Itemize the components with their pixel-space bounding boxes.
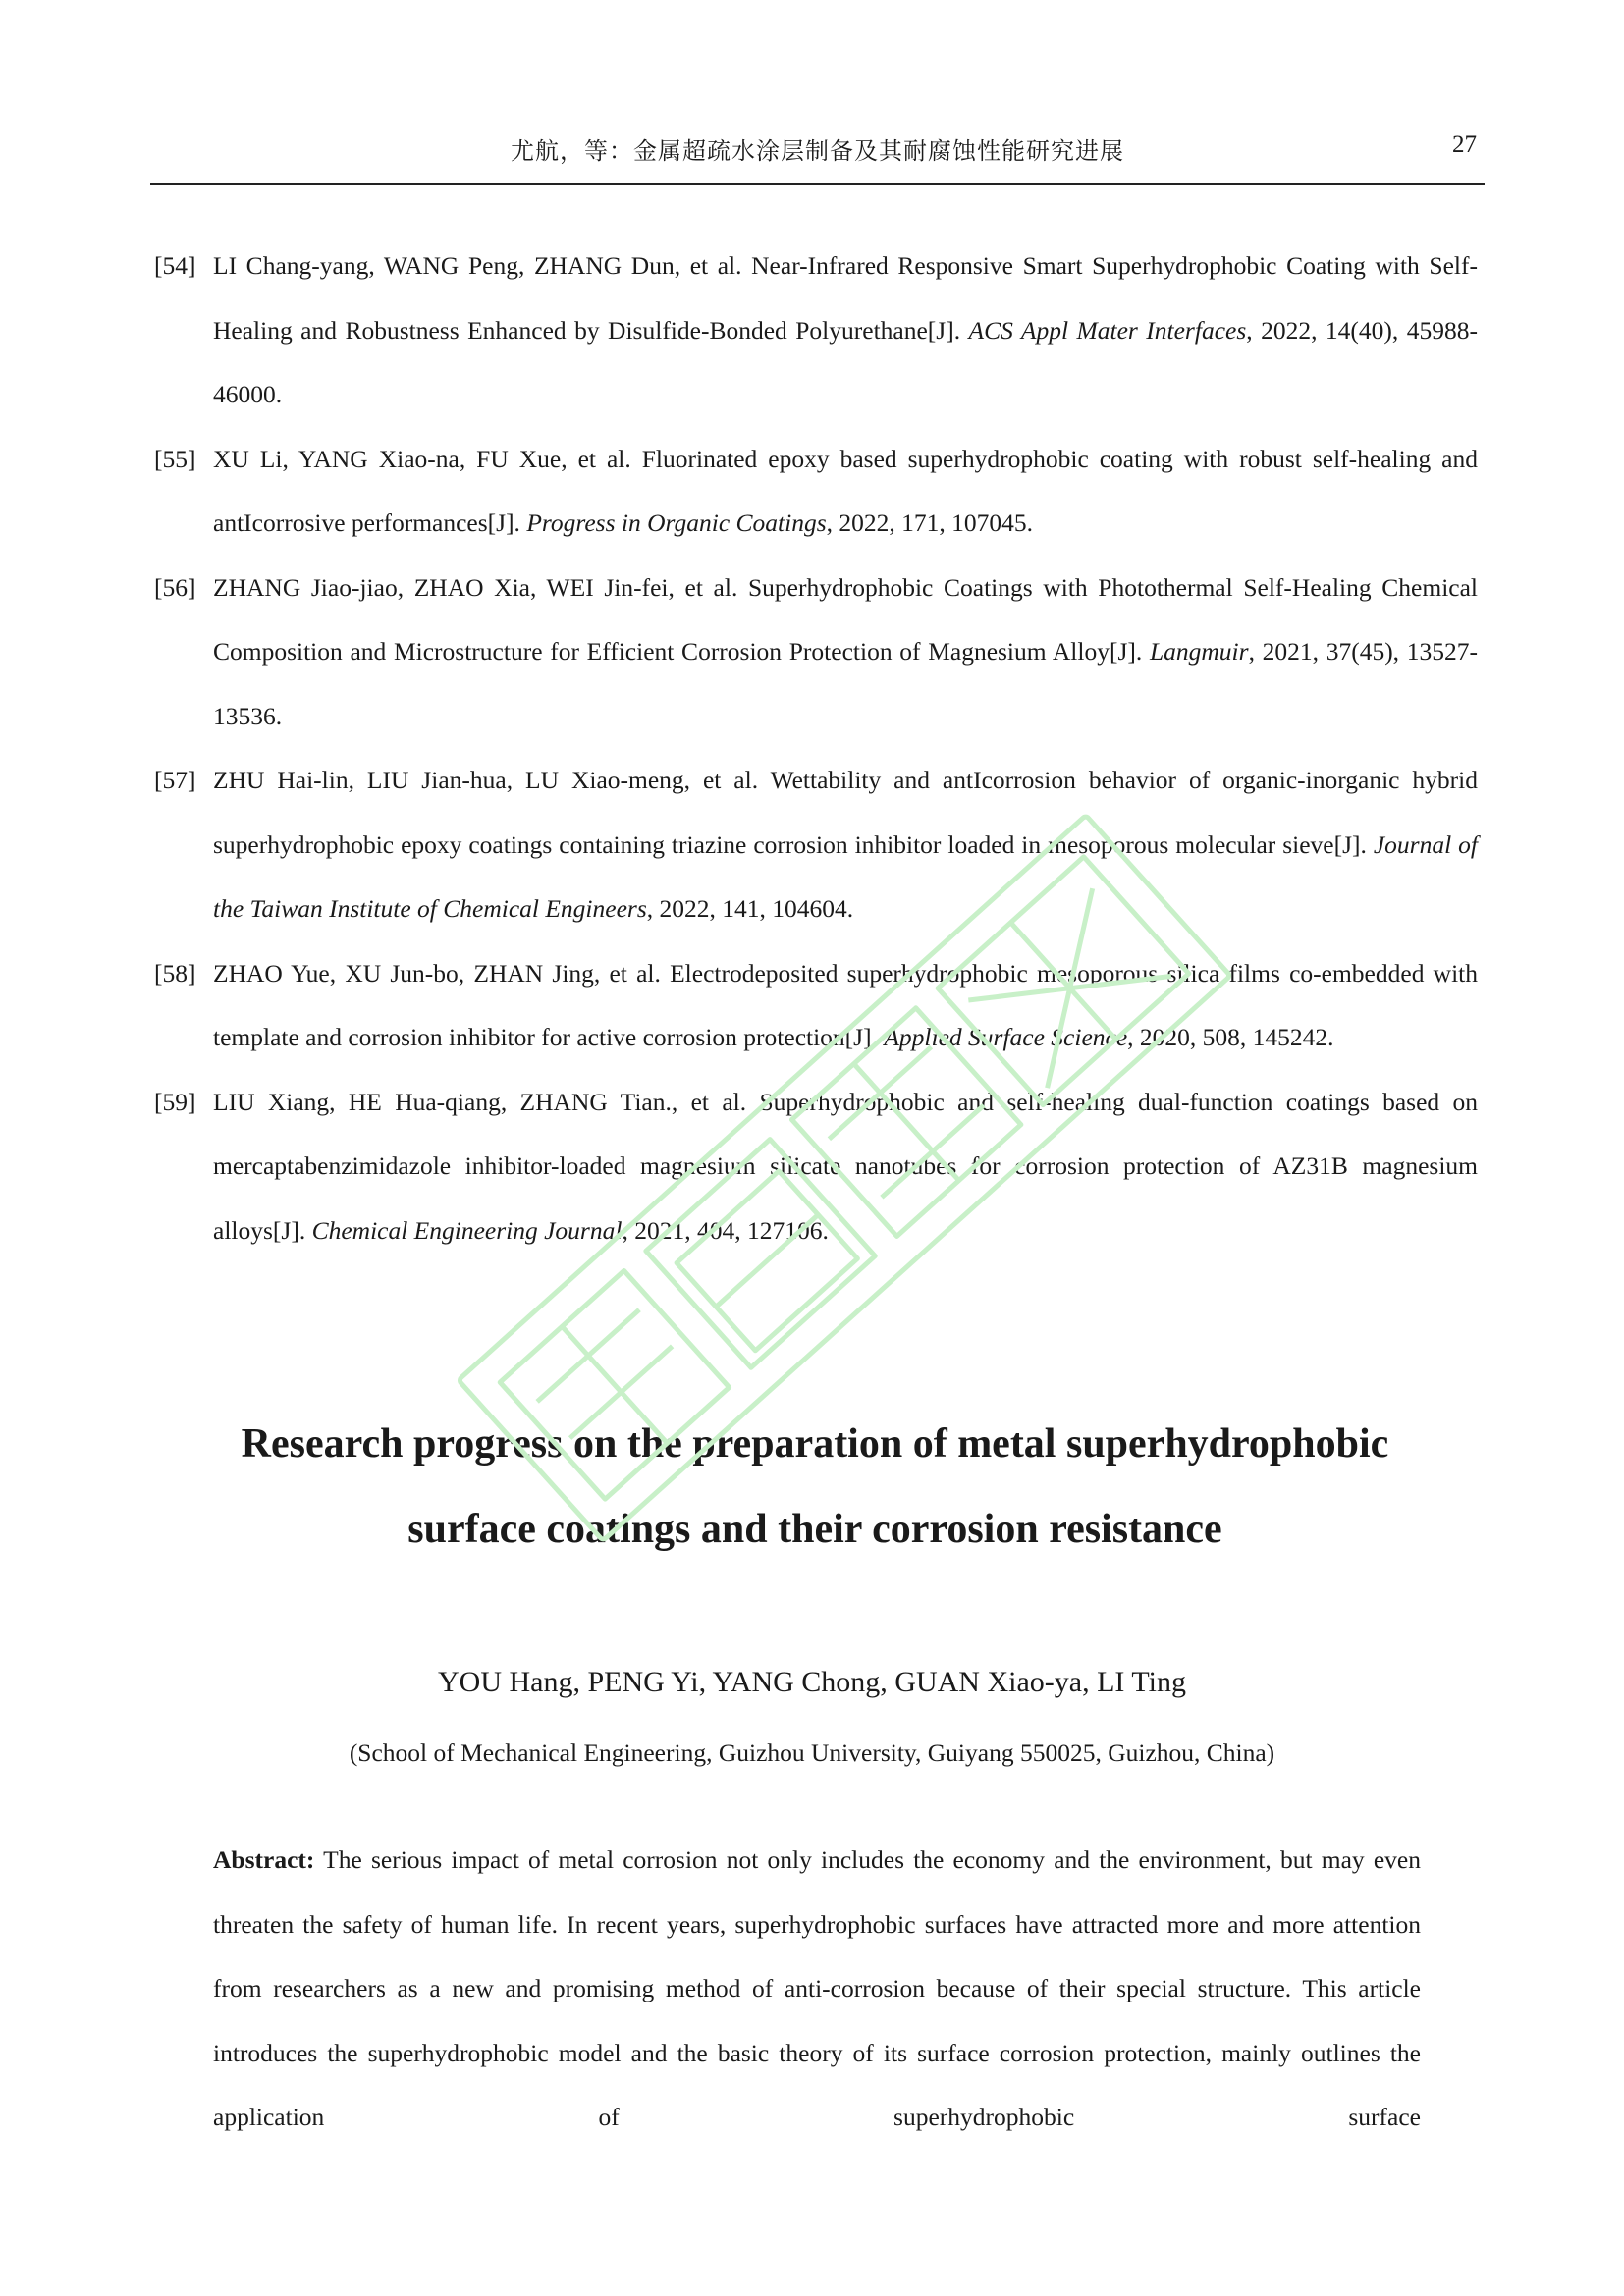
reference-item: [154, 427, 1478, 556]
reference-text: XU Li, YANG Xiao-na, FU Xue, et al. Fluorinated epoxy based superhydrophobic coating with robust self-healing and antIcorrosive performances[J].: [213, 444, 1478, 537]
reference-journal: Journal of the Taiwan Institute of Chemical Engineers: [213, 829, 1478, 923]
reference-text: ZHANG Jiao-jiao, ZHAO Xia, WEI Jin-fei, et al. Superhydrophobic Coatings with Photothermal Self-Healing Chemical Composition and Microstructure for Efficient Corrosion Protection of Magnesium Alloy[J].: [213, 572, 1478, 666]
reference-number: [55]: [154, 444, 196, 473]
reference-number: [56]: [154, 572, 196, 602]
reference-text: ZHAO Yue, XU Jun-bo, ZHAN Jing, et al. Electrodeposited superhydrophobic mesoporous silica films co-embedded with template and corrosion inhibitor for active corrosion protection[J].: [213, 958, 1478, 1051]
reference-item: [154, 1070, 1478, 1263]
abstract-text: The serious impact of metal corrosion not only includes the economy and the environment, but may even threaten the safety of human life. In recent years, superhydrophobic surfaces have attracted more and more attention from researchers as a new and promising method of anti-corrosion because of their special structure. This article introduces the superhydrophobic model and the basic theory of its surface corrosion protection, mainly outlines the application of superhydrophobic surface: [213, 1845, 1421, 2131]
affiliation: (School of Mechanical Engineering, Guizhou University, Guiyang 550025, Guizhou, China): [349, 1738, 1275, 1767]
reference-number: [54]: [154, 251, 196, 280]
reference-details: , 2021, 37(45), 13527-13536.: [213, 637, 1478, 730]
reference-journal: Langmuir: [1149, 637, 1249, 666]
reference-item: [154, 556, 1478, 749]
reference-details: , 2021, 404, 127106.: [622, 1215, 829, 1245]
reference-details: , 2022, 171, 107045.: [826, 508, 1033, 537]
reference-details: , 2022, 141, 104604.: [646, 894, 854, 923]
running-header: [150, 126, 1485, 185]
reference-journal: Progress in Organic Coatings: [526, 508, 827, 537]
abstract-label: Abstract:: [213, 1845, 315, 1874]
reference-text: LIU Xiang, HE Hua-qiang, ZHANG Tian., et al. Superhydrophobic and self-healing dual-function coatings based on mercaptabenzimidazole inhibitor-loaded magnesium silicate nanotubes for corrosion protection of AZ31B magnesium alloys[J].: [213, 1087, 1478, 1245]
abstract: [213, 1828, 1421, 2150]
page-number: 27: [1452, 132, 1477, 158]
reference-text: ZHU Hai-lin, LIU Jian-hua, LU Xiao-meng, et al. Wettability and antIcorrosion behavior of organic-inorganic hybrid superhydrophobic epoxy coatings containing triazine corrosion inhibitor loaded in mesoporous molecular sieve[J].: [213, 766, 1478, 859]
english-title: Research progress on the preparation of metal superhydrophobic surface coatings and their corrosion resistance: [241, 1421, 1389, 1552]
reference-journal: Applied Surface Science: [884, 1023, 1128, 1051]
running-header-title: 尤航，等：金属超疏水涂层制备及其耐腐蚀性能研究进展: [511, 139, 1124, 165]
reference-details: , 2022, 14(40), 45988-46000.: [213, 315, 1478, 408]
reference-item: [154, 748, 1478, 941]
reference-number: [57]: [154, 766, 196, 794]
reference-details: , 2020, 508, 145242.: [1127, 1023, 1334, 1051]
reference-journal: Chemical Engineering Journal: [311, 1215, 623, 1245]
reference-item: [154, 234, 1478, 427]
reference-item: [154, 941, 1478, 1070]
reference-list: [154, 234, 1478, 1262]
reference-number: [58]: [154, 958, 196, 988]
reference-number: [59]: [154, 1087, 196, 1116]
reference-journal: ACS Appl Mater Interfaces: [968, 315, 1247, 345]
reference-text: LI Chang-yang, WANG Peng, ZHANG Dun, et al. Near-Infrared Responsive Smart Superhydrophobic Coating with Self-Healing and Robustness Enhanced by Disulfide-Bonded Polyurethane[J].: [213, 251, 1478, 345]
author-list: YOU Hang, PENG Yi, YANG Chong, GUAN Xiao-ya, LI Ting: [438, 1666, 1186, 1698]
